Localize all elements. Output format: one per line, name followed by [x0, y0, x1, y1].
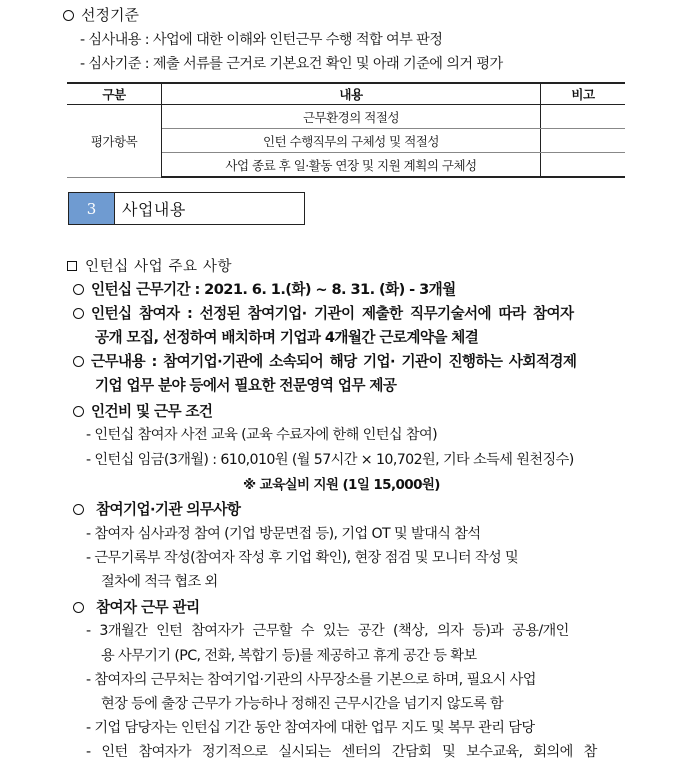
participants-line-1	[73, 302, 625, 323]
circle-bullet-icon	[63, 10, 74, 21]
circle-bullet-icon	[73, 504, 84, 515]
period-text: 인턴십 근무기간 : 2021. 6. 1.(화) ~ 8. 31. (화) - 3개월	[91, 281, 456, 298]
selection-item-1: - 심사내용 : 사업에 대한 이해와 인턴근무 수행 적합 여부 판정	[80, 32, 443, 48]
pay-item-1: - 인턴십 참여자 사전 교육 (교육 수료자에 한해 인턴십 참여)	[86, 427, 437, 443]
pay-heading-text: 인건비 및 근무 조건	[91, 403, 213, 420]
management-item-2-line-1: - 참여자의 근무처는 참여기업·기관의 사무장소를 기본으로 하며, 필요시 사업	[86, 672, 536, 688]
circle-bullet-icon	[73, 284, 84, 295]
period-line	[73, 278, 456, 299]
table-cell-content: 근무환경의 적절성	[162, 105, 541, 129]
section-header	[68, 192, 305, 225]
table-row-group-label: 평가항목	[67, 105, 162, 178]
circle-bullet-icon	[73, 356, 84, 367]
duties-item-1: - 참여자 심사과정 참여 (기업 방문면접 등), 기업 OT 및 발대식 참석	[86, 526, 481, 542]
table-cell-content: 인턴 수행직무의 구체성 및 적절성	[162, 129, 541, 153]
pay-note: ※ 교육실비 지원 (1일 15,000원)	[243, 477, 440, 493]
participants-line-2: 공개 모집, 선정하여 배치하며 기업과 4개월간 근로계약을 체결	[95, 329, 479, 346]
management-heading-text: 참여자 근무 관리	[96, 599, 200, 616]
section-number: 3	[69, 193, 115, 224]
table-header-category: 구분	[67, 83, 162, 105]
table-cell-note	[541, 129, 626, 153]
duties-heading-text: 참여기업·기관 의무사항	[96, 501, 241, 518]
pay-heading	[73, 400, 212, 421]
table-header-note: 비고	[541, 83, 626, 105]
square-bullet-icon	[67, 261, 77, 271]
work-text-1: 근무내용 : 참여기업·기관에 소속되어 해당 기업· 기관이 진행하는 사회적경제	[91, 353, 577, 370]
work-line-2: 기업 업무 분야 등에서 필요한 전문영역 업무 제공	[95, 377, 397, 394]
circle-bullet-icon	[73, 602, 84, 613]
duties-item-2-line-2: 절차에 적극 협조 외	[101, 574, 218, 590]
criteria-table	[67, 82, 625, 178]
circle-bullet-icon	[73, 308, 84, 319]
main-heading-text: 인턴십 사업 주요 사항	[85, 259, 233, 275]
management-item-3: - 기업 담당자는 인턴십 기간 동안 참여자에 대한 업무 지도 및 복무 관리 담당	[86, 720, 535, 736]
management-item-4-line-1: - 인턴 참여자가 정기적으로 실시되는 센터의 간담회 및 보수교육, 회의에 참	[86, 744, 597, 760]
table-cell-note	[541, 105, 626, 129]
management-item-2-line-2: 현장 등에 출장 근무가 가능하나 정해진 근무시간을 넘기지 않도록 함	[101, 696, 504, 712]
table-header-content: 내용	[162, 83, 541, 105]
participants-text-1: 인턴십 참여자 : 선정된 참여기업· 기관이 제출한 직무기술서에 따라 참여자	[91, 305, 574, 322]
table-cell-content: 사업 종료 후 일·활동 연장 및 지원 계획의 구체성	[162, 153, 541, 178]
work-line-1	[73, 350, 576, 371]
selection-heading-text: 선정기준	[81, 6, 139, 24]
selection-heading	[63, 4, 139, 25]
main-heading	[67, 255, 232, 276]
pay-item-2: - 인턴십 임금(3개월) : 610,010원 (월 57시간 × 10,702원, 기타 소득세 원천징수)	[86, 452, 574, 468]
table-cell-note	[541, 153, 626, 178]
management-item-1-line-2: 용 사무기기 (PC, 전화, 복합기 등)를 제공하고 휴게 공간 등 확보	[101, 648, 477, 664]
section-title: 사업내용	[122, 200, 186, 219]
duties-heading	[73, 498, 240, 519]
management-item-1-line-1: - 3개월간 인턴 참여자가 근무할 수 있는 공간 (책상, 의자 등)과 공용/개인	[86, 623, 569, 639]
circle-bullet-icon	[73, 406, 84, 417]
selection-item-2: - 심사기준 : 제출 서류를 근거로 기본요건 확인 및 아래 기준에 의거 평가	[80, 56, 503, 72]
management-heading	[73, 596, 199, 617]
table-row	[67, 105, 625, 129]
duties-item-2-line-1: - 근무기록부 작성(참여자 작성 후 기업 확인), 현장 점검 및 모니터 작성 및	[86, 550, 519, 566]
